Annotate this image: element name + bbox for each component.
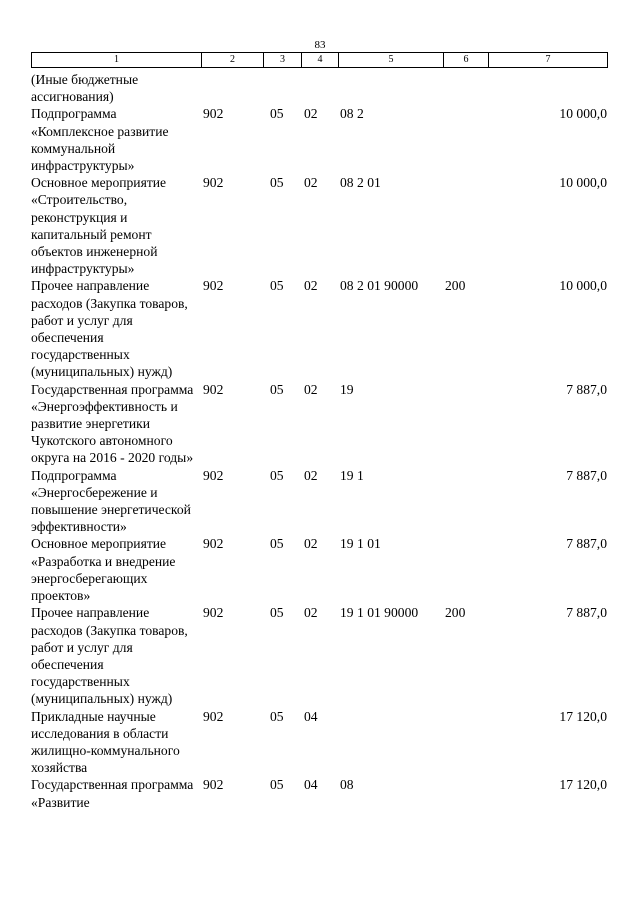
row-section-code: 05: [270, 278, 284, 294]
row-name: Основное мероприятие «Разработка и внедрение энергосберегающих проектов»: [31, 536, 176, 604]
row-section-code: 05: [270, 467, 284, 483]
row-target-article: 19 1 01 90000: [340, 605, 419, 621]
row-grbs-code: 902: [203, 175, 224, 191]
table-row: [31, 604, 607, 707]
row-section-code: 05: [270, 536, 284, 552]
column-header-row: [32, 53, 608, 68]
row-section-code: [263, 71, 301, 105]
row-name: Основное мероприятие «Строительство, реконструкция и капитальный ремонт объектов инженерной инфраструктуры»: [31, 175, 167, 277]
row-subsection-code: 02: [304, 605, 318, 621]
table-row: [31, 467, 607, 536]
table-row: [31, 105, 607, 174]
row-amount: 17 120,0: [559, 777, 607, 793]
row-expense-type: [443, 105, 488, 174]
row-target-article: [338, 71, 443, 105]
column-header-3: 3: [264, 53, 302, 68]
column-header-5: 5: [339, 53, 444, 68]
table-row: [31, 708, 607, 777]
row-subsection-code: 02: [304, 175, 318, 191]
column-header-7: 7: [489, 53, 608, 68]
row-target-article: [338, 708, 443, 777]
column-header-4: 4: [302, 53, 339, 68]
row-grbs-code: 902: [203, 708, 224, 724]
row-amount: 7 887,0: [566, 467, 607, 483]
row-subsection-code: 04: [304, 708, 318, 724]
row-subsection-code: 02: [304, 106, 318, 122]
row-grbs-code: 902: [203, 777, 224, 793]
row-target-article: 08 2 01: [340, 175, 381, 191]
row-grbs-code: 902: [203, 605, 224, 621]
row-expense-type: [443, 776, 488, 810]
row-name: Государственная программа «Развитие: [31, 777, 194, 810]
row-target-article: 08 2: [340, 106, 364, 122]
column-header-2: 2: [202, 53, 264, 68]
row-subsection-code: 02: [304, 467, 318, 483]
row-expense-type: [443, 708, 488, 777]
row-subsection-code: [301, 71, 338, 105]
row-expense-type: [443, 535, 488, 604]
row-amount: 7 887,0: [566, 381, 607, 397]
row-amount: 10 000,0: [559, 175, 607, 191]
row-amount: [488, 71, 607, 105]
table-row: [31, 381, 607, 467]
row-subsection-code: 04: [304, 777, 318, 793]
row-expense-type: [443, 71, 488, 105]
row-name: Подпрограмма «Комплексное развитие коммунальной инфраструктуры»: [31, 106, 169, 174]
row-name: Государственная программа «Энергоэффективность и развитие энергетики Чукотского автономного округа на 2016 - 2020 годы»: [31, 381, 194, 466]
row-section-code: 05: [270, 708, 284, 724]
row-grbs-code: 902: [203, 278, 224, 294]
table-row: [31, 174, 607, 277]
row-section-code: 05: [270, 605, 284, 621]
table-row: [31, 535, 607, 604]
row-target-article: 08: [340, 777, 354, 793]
row-amount: 7 887,0: [566, 536, 607, 552]
table-row: [31, 71, 607, 105]
row-grbs-code: 902: [203, 106, 224, 122]
row-expense-type: [443, 381, 488, 467]
row-name: Прикладные научные исследования в области жилищно-коммунального хозяйства: [31, 708, 180, 776]
row-subsection-code: 02: [304, 536, 318, 552]
row-expense-type: [443, 467, 488, 536]
column-header-table: [31, 52, 608, 68]
column-header-6: 6: [444, 53, 489, 68]
row-target-article: 19: [340, 381, 354, 397]
row-grbs-code: [201, 71, 263, 105]
row-section-code: 05: [270, 381, 284, 397]
row-amount: 10 000,0: [559, 106, 607, 122]
row-expense-type: [443, 174, 488, 277]
row-grbs-code: 902: [203, 536, 224, 552]
row-name: Подпрограмма «Энергосбережение и повышение энергетической эффективности»: [31, 467, 191, 535]
row-amount: 17 120,0: [559, 708, 607, 724]
row-section-code: 05: [270, 175, 284, 191]
column-header-1: 1: [32, 53, 202, 68]
row-grbs-code: 902: [203, 381, 224, 397]
row-name: (Иные бюджетные ассигнования): [31, 72, 139, 105]
row-name: Прочее направление расходов (Закупка товаров, работ и услуг для обеспечения государственных (муниципальных) нужд): [31, 278, 188, 380]
row-target-article: 19 1 01: [340, 536, 381, 552]
row-amount: 7 887,0: [566, 605, 607, 621]
row-subsection-code: 02: [304, 381, 318, 397]
row-section-code: 05: [270, 777, 284, 793]
row-grbs-code: 902: [203, 467, 224, 483]
table-row: [31, 277, 607, 380]
row-section-code: 05: [270, 106, 284, 122]
row-subsection-code: 02: [304, 278, 318, 294]
budget-table: [31, 71, 607, 811]
row-target-article: 19 1: [340, 467, 364, 483]
row-target-article: 08 2 01 90000: [340, 278, 419, 294]
page-number: 83: [314, 39, 326, 51]
row-expense-type: 200: [445, 605, 466, 621]
row-expense-type: 200: [445, 278, 466, 294]
row-amount: 10 000,0: [559, 278, 607, 294]
table-row: [31, 776, 607, 810]
row-name: Прочее направление расходов (Закупка товаров, работ и услуг для обеспечения государственных (муниципальных) нужд): [31, 605, 188, 707]
